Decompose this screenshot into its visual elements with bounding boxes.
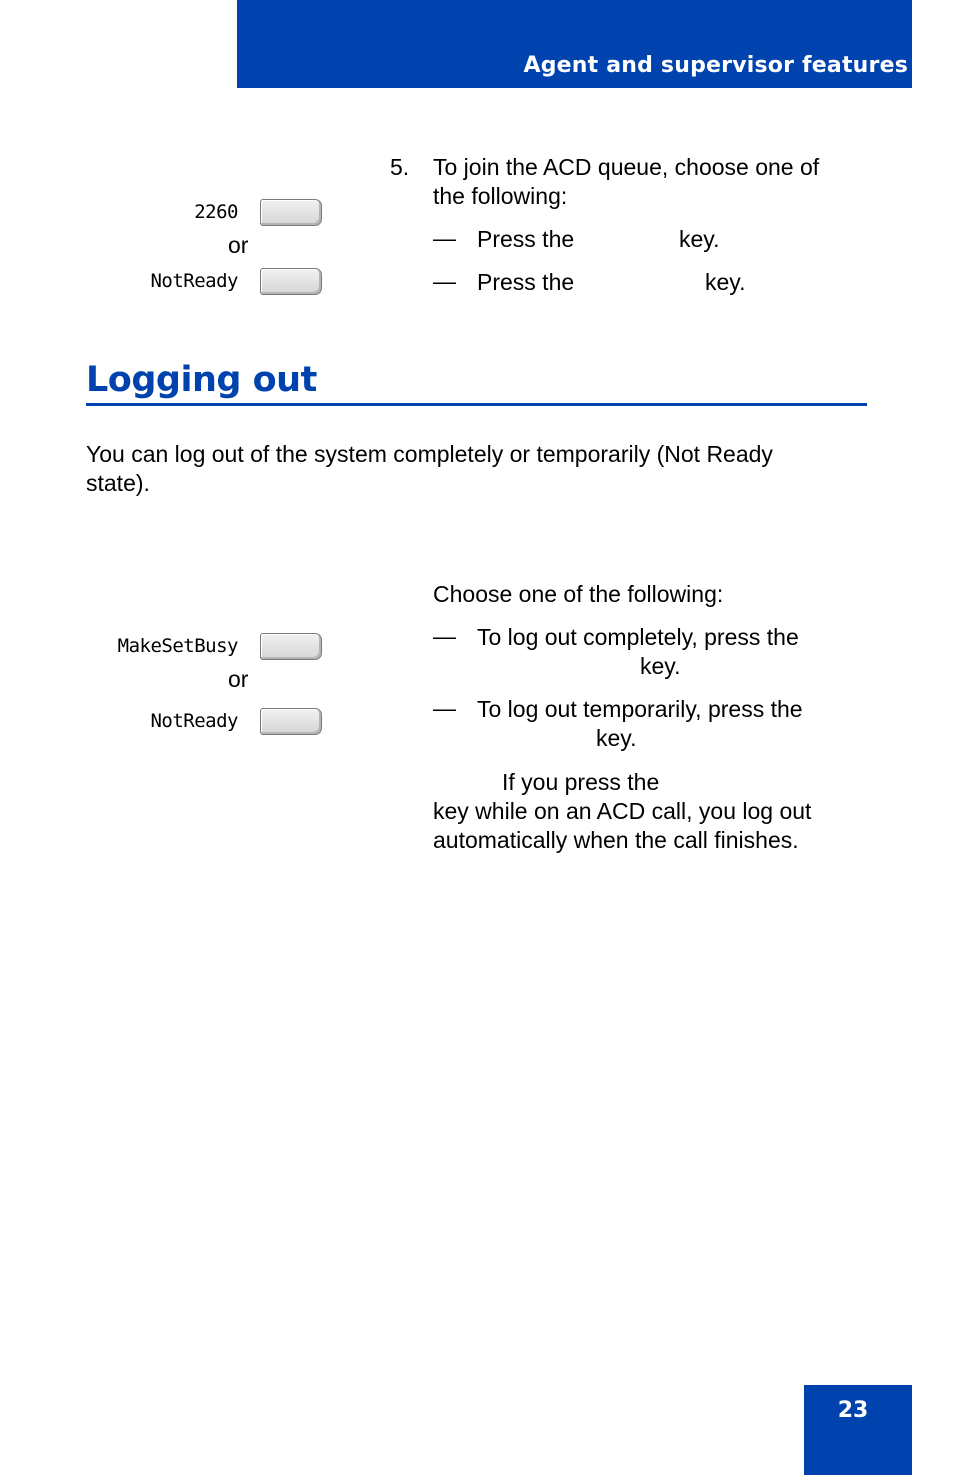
option-text-after: key. [705, 269, 746, 295]
step-number: 5. [390, 154, 410, 180]
option-text-after: key. [679, 226, 720, 252]
softkey-notready[interactable] [260, 268, 322, 295]
option-dash: — [433, 268, 456, 294]
intro-paragraph: You can log out of the system completely or temporarily (Not Ready state). [86, 441, 773, 496]
option-line2: key. [596, 725, 637, 751]
softkey-makesetbusy[interactable] [260, 633, 322, 660]
option-text-before: Press the [477, 226, 575, 252]
or-label: or [228, 666, 249, 692]
note-line-3: automatically when the call finishes. [433, 827, 799, 853]
option-dash: — [433, 225, 456, 251]
section-title: Logging out [86, 360, 317, 400]
option-text-before: Press the [477, 269, 575, 295]
note-line-2: key while on an ACD call, you log out [433, 798, 812, 824]
option-line1: To log out completely, press the [477, 624, 799, 650]
display-label-notready: NotReady [150, 710, 238, 732]
page-number: 23 [837, 1398, 869, 1423]
note-line-1: If you press the [502, 769, 660, 795]
choose-text: Choose one of the following: [433, 581, 724, 607]
or-label: or [228, 232, 249, 258]
option-line1: To log out temporarily, press the [477, 696, 803, 722]
step-text: To join the ACD queue, choose one of the following: [433, 154, 820, 209]
softkey-2260[interactable] [260, 199, 322, 226]
section-divider [86, 403, 867, 406]
display-label-2260: 2260 [194, 201, 238, 223]
option-dash: — [433, 695, 456, 721]
header-title: Agent and supervisor features [523, 53, 908, 78]
display-label-notready: NotReady [150, 270, 238, 292]
option-dash: — [433, 623, 456, 649]
softkey-notready[interactable] [260, 708, 322, 735]
option-line2: key. [640, 653, 681, 679]
display-label-makesetbusy: MakeSetBusy [117, 635, 238, 657]
